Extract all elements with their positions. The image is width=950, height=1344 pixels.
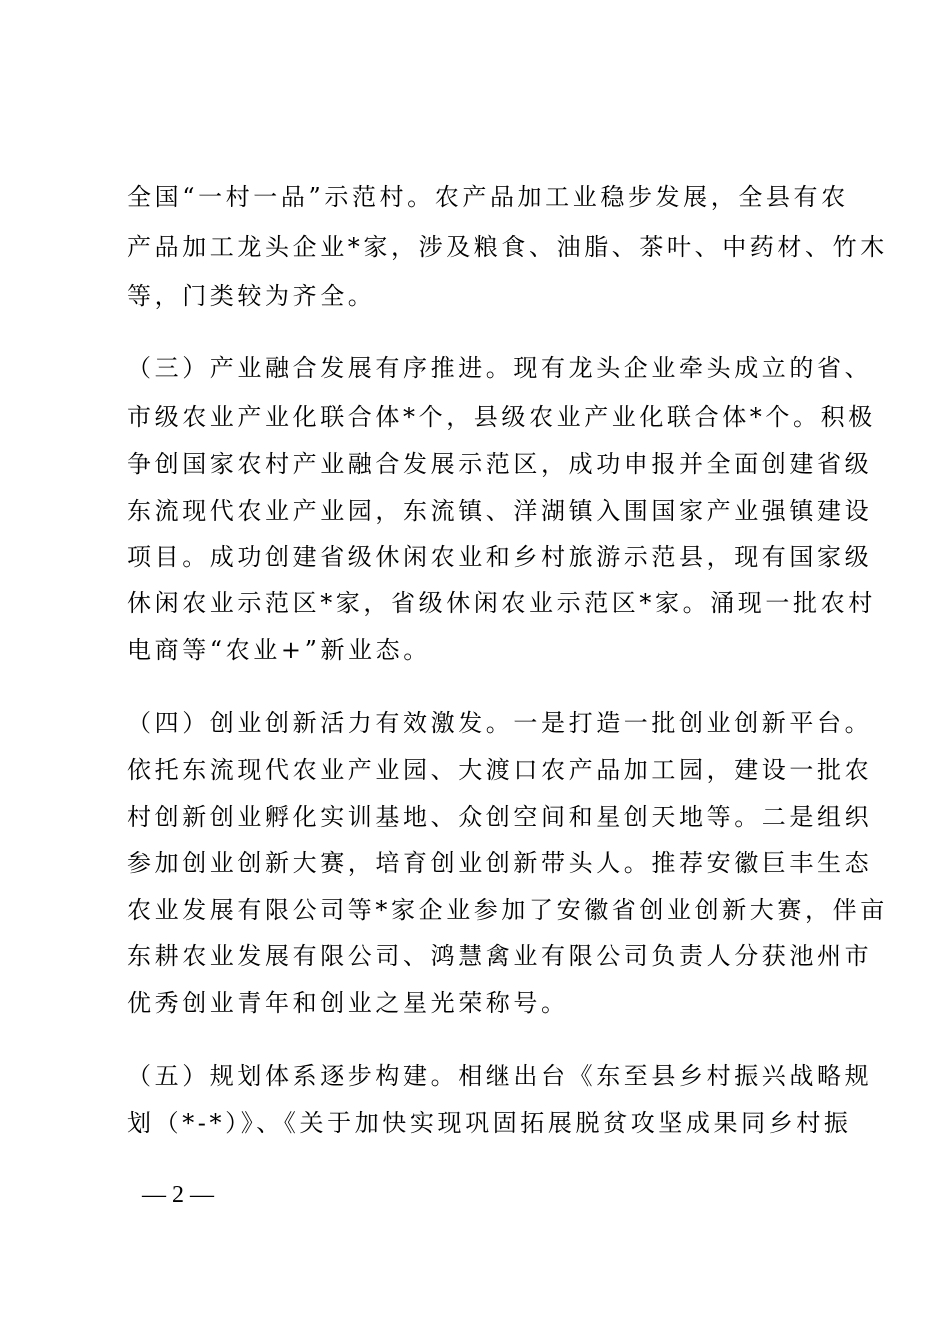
text-line: 优秀创业青年和创业之星光荣称号。	[127, 989, 569, 1017]
text-line: 等，门类较为齐全。	[127, 282, 376, 310]
text-line: 依托东流现代农业产业园、大渡口农产品加工园，建设一批农	[127, 756, 873, 784]
text-line: 东流现代农业产业园，东流镇、洋湖镇入围国家产业强镇建设	[127, 497, 873, 525]
section-heading-line: （四）创业创新活力有效激发。一是打造一批创业创新平台。	[127, 709, 873, 737]
text-line: 市级农业产业化联合体*个，县级农业产业化联合体*个。积极	[127, 403, 876, 431]
text-line: 产品加工龙头企业*家，涉及粮食、油脂、茶叶、中药材、竹木	[127, 233, 888, 261]
text-line: 休闲农业示范区*家，省级休闲农业示范区*家。涌现一批农村	[127, 589, 876, 617]
text-line: 全国“一村一品”示范村。农产品加工业稳步发展，全县有农	[127, 183, 849, 211]
text-line: 划（*-*）》、《关于加快实现巩固拓展脱贫攻坚成果同乡村振	[127, 1109, 852, 1137]
text-line: 争创国家农村产业融合发展示范区，成功申报并全面创建省级	[127, 450, 873, 478]
text-line: 电商等“农业+”新业态。	[127, 636, 431, 664]
section-heading-line: （五）规划体系逐步构建。相继出台《东至县乡村振兴战略规	[127, 1062, 873, 1090]
text-line: 东耕农业发展有限公司、鸿慧禽业有限公司负责人分获池州市	[127, 942, 873, 970]
section-heading-line: （三）产业融合发展有序推进。现有龙头企业牵头成立的省、	[127, 354, 873, 382]
text-line: 农业发展有限公司等*家企业参加了安徽省创业创新大赛，伴亩	[127, 896, 888, 924]
text-line: 村创新创业孵化实训基地、众创空间和星创天地等。二是组织	[127, 803, 873, 831]
text-line: 参加创业创新大赛，培育创业创新带头人。推荐安徽巨丰生态	[127, 849, 873, 877]
page-number: — 2 —	[142, 1182, 214, 1208]
text-line: 项目。成功创建省级休闲农业和乡村旅游示范县，现有国家级	[127, 543, 873, 571]
